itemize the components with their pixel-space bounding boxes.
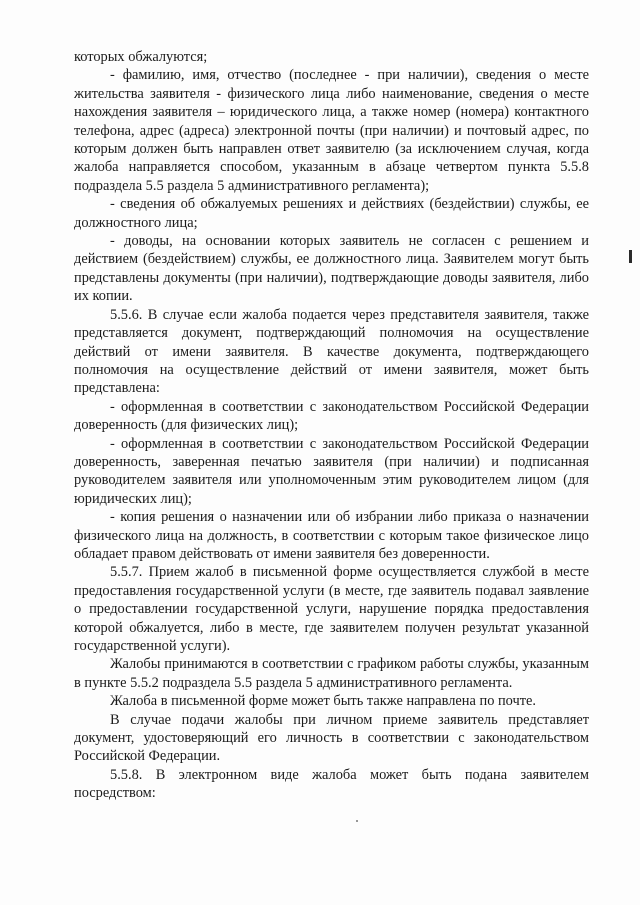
- paragraph-5-5-7: 5.5.7. Прием жалоб в письменной форме осуществляется службой в месте предоставления государственной услуги (в месте, где заявитель подавал заявление о предоставлении государственной услуги, нарушение порядка предоставления которой обжалуется, либо в месте, где заявителем получен результат указанной государственной услуги).: [74, 564, 589, 654]
- paragraph-power-of-attorney-legal: - оформленная в соответствии с законодательством Российской Федерации доверенность, заверенная печатью заявителя (при наличии) и подписанная руководителем заявителя или уполномоченным этим руководителем лицом (для юридических лиц);: [74, 435, 589, 507]
- paragraph-power-of-attorney-individual: - оформленная в соответствии с законодательством Российской Федерации доверенность (для физических лиц);: [74, 398, 589, 434]
- document-body: [74, 48, 589, 803]
- scan-speck: [356, 820, 358, 822]
- paragraph-5-5-6: 5.5.6. В случае если жалоба подается через представителя заявителя, также представляется документ, подтверждающий полномочия на осуществление действий от имени заявителя. В качестве документа, подтверждающего полномочия на осуществление действий от имени заявителя, может быть представлена:: [74, 306, 589, 397]
- paragraph-continuation: которых обжалуются;: [74, 49, 208, 65]
- paragraph-appointment-copy: - копия решения о назначении или об избрании либо приказа о назначении физического лица на должность, в соответствии с которым такое физическое лицо обладает правом действовать от имени заявителя без доверенности.: [74, 509, 589, 562]
- paragraph-by-mail: Жалоба в письменной форме может быть также направлена по почте.: [110, 693, 537, 710]
- paragraph-applicant-details: - фамилию, имя, отчество (последнее - при наличии), сведения о месте жительства заявителя - физического лица либо наименование, сведения о месте нахождения заявителя – юридического лица, а также номер (номера) контактного телефона, адрес (адреса) электронной почты (при наличии) и почтовый адрес, по которым должен быть направлен ответ заявителю (за исключением случая, когда жалоба направляется способом, указанным в абзаце четвертом пункта 5.5.8 подраздела 5.5 раздела 5 административного регламента);: [74, 67, 589, 194]
- paragraph-5-5-8: 5.5.8. В электронном виде жалоба может быть подана заявителем посредством:: [74, 766, 589, 802]
- paragraph-schedule: Жалобы принимаются в соответствии с графиком работы службы, указанным в пункте 5.5.2 подраздела 5.5 раздела 5 административного регламента.: [74, 656, 589, 691]
- paragraph-appealed-decisions: - сведения об обжалуемых решениях и действиях (бездействии) службы, ее должностного лица;: [74, 196, 589, 231]
- scan-edge-mark: [629, 250, 632, 263]
- paragraph-arguments: - доводы, на основании которых заявитель не согласен с решением и действием (бездействием) службы, ее должностного лица. Заявителем могут быть представлены документы (при наличии), подтверждающие доводы заявителя, либо их копии.: [74, 233, 589, 305]
- paragraph-personal-reception: В случае подачи жалобы при личном приеме заявитель представляет документ, удостоверяющий его личность в соответствии с законодательством Российской Федерации.: [74, 711, 589, 765]
